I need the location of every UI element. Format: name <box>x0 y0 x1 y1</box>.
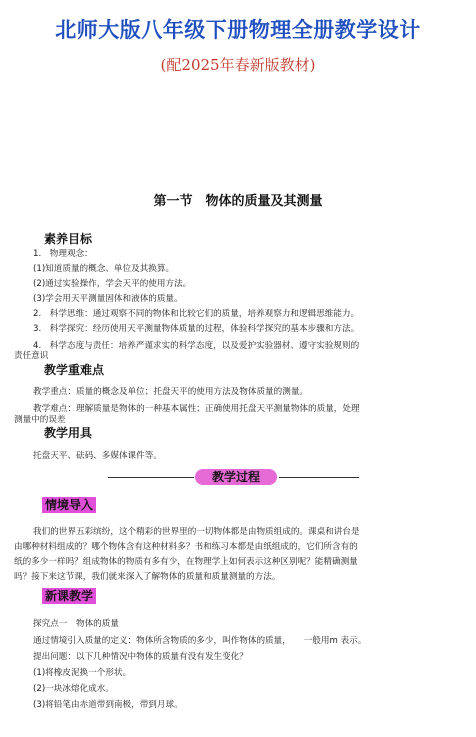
literacy-heading: 素养目标 <box>44 232 93 246</box>
literacy-line: 3. 科学探究：经历使用天平测量物体质量的过程，体验科学探究的基本步骤和方法。 <box>33 324 360 334</box>
literacy-line: (2)通过实验操作，学会天平的使用方法。 <box>33 279 192 289</box>
key-points-line: 测量中的误差 <box>14 415 66 425</box>
new-lesson-line: (1)将橡皮泥换一个形状。 <box>33 668 132 678</box>
new-lesson-line: 提出问题：以下几种情况中物体的质量有没有发生变化？ <box>33 652 248 662</box>
divider-right <box>279 477 359 478</box>
tools-line: 托盘天平、砝码、多媒体课件等。 <box>33 451 162 461</box>
intro-line: 我们的世界五彩缤纷，这个精彩的世界里的一切物体都是由物质组成的。课桌和讲台是 <box>33 527 360 537</box>
key-points-heading: 教学重难点 <box>44 363 105 377</box>
tools-heading: 教学用具 <box>44 426 93 440</box>
literacy-line: 责任意识 <box>14 351 49 361</box>
new-lesson-line: (3)将铅笔由赤道带到南极，带到月球。 <box>33 700 183 710</box>
literacy-line: 1. 物理观念： <box>33 249 93 259</box>
divider-left <box>108 477 194 478</box>
intro-line: 吗？接下来这节课，我们就来深入了解物体的质量和质量测量的方法。 <box>14 572 281 582</box>
process-label: 教学过程 <box>195 469 277 485</box>
intro-line: 由哪种材料组成的？哪个物体含有这种材料多？书和练习本都是由纸组成的，它们所含有的 <box>14 542 358 552</box>
document-subtitle: (配2025年春新版教材) <box>160 56 316 74</box>
key-points-line: 教学重点：质量的概念及单位；托盘天平的使用方法及物体质量的测量。 <box>33 387 309 397</box>
literacy-line: (1)知道质量的概念、单位及其换算。 <box>33 264 175 274</box>
new-lesson-line: 探究点一 物体的质量 <box>33 619 119 629</box>
new-lesson-line: (2)一块冰熔化成水。 <box>33 684 114 694</box>
literacy-line: 4. 科学态度与责任：培养严谨求实的科学态度，以及爱护实验器材、遵守实验规则的 <box>33 341 360 351</box>
section-title: 第一节 物体的质量及其测量 <box>153 194 323 209</box>
literacy-line: (3)学会用天平测量固体和液体的质量。 <box>33 294 183 304</box>
literacy-line: 2. 科学思维：通过观察不同的物体和比较它们的质量，培养观察力和逻辑思维能力。 <box>33 309 360 319</box>
intro-heading: 情境导入 <box>42 497 96 513</box>
intro-line: 纸的多少一样吗？组成物体的物质有多有少，在物理学上如何表示这种区别呢？能精确测量 <box>14 557 358 567</box>
document-title: 北师大版八年级下册物理全册教学设计 <box>55 18 421 42</box>
key-points-line: 教学难点：理解质量是物体的一种基本属性；正确使用托盘天平测量物体的质量，处理 <box>33 404 360 414</box>
new-lesson-heading: 新课教学 <box>42 588 96 604</box>
new-lesson-line: 通过情境引入质量的定义：物体所含物质的多少，叫作物体的质量， 一般用m 表示。 <box>33 636 367 646</box>
